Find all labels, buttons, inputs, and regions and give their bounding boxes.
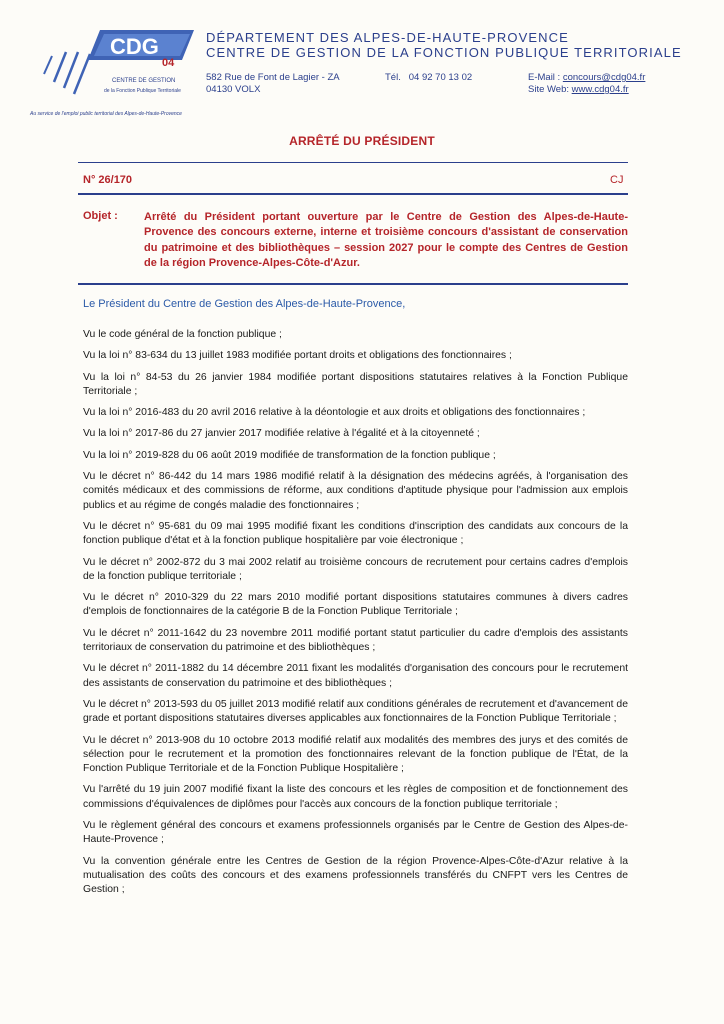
visa-item: Vu l'arrêté du 19 juin 2007 modifié fixant la liste des concours et les règles de composition et de fonctionnement des commissions d'équivalences de diplômes pour l'accès aux concours de la fonction publique territoriale ; — [83, 784, 628, 810]
website-link[interactable]: www.cdg04.fr — [571, 84, 629, 95]
visa-item: Vu la loi n° 84-53 du 26 janvier 1984 modifiée portant dispositions statutaires relatives à la Fonction Publique Territoriale ; — [83, 371, 628, 397]
author-initials: CJ — [610, 174, 624, 186]
object-label: Objet : — [83, 210, 118, 222]
visa-item: Vu le règlement général des concours et examens professionnels organisés par le Centre de Gestion des Alpes-de-Haute-Provence ; — [83, 820, 628, 846]
contact-phone — [385, 72, 472, 83]
logo-tagline: Au service de l'emploi public territorial des Alpes-de-Haute-Provence — [30, 111, 182, 117]
divider — [78, 283, 628, 285]
visa-item: Vu le décret n° 95-681 du 09 mai 1995 modifié fixant les conditions d'inscription des candidats aux concours de la fonction publique d'état et à la fonction publique hospitalière par voie électronique ; — [83, 520, 628, 547]
document-title: ARRÊTÉ DU PRÉSIDENT — [289, 134, 435, 148]
address-city: 04130 VOLX — [206, 84, 261, 95]
svg-text:CENTRE DE GESTION: CENTRE DE GESTION — [112, 78, 176, 84]
contact-website — [528, 84, 629, 95]
website-label: Site Web: — [528, 84, 570, 95]
svg-text:de la Fonction Publique Territ: de la Fonction Publique Territoriale — [104, 88, 181, 94]
email-link[interactable]: concours@cdg04.fr — [562, 72, 646, 83]
svg-text:CDG: CDG — [110, 34, 159, 59]
address-street: 582 Rue de Font de Lagier - ZA — [206, 72, 340, 83]
org-name: CENTRE DE GESTION DE LA FONCTION PUBLIQUE TERRITORIALE — [206, 45, 682, 60]
visa-item: Vu le décret n° 2013-908 du 10 octobre 2013 modifié relatif aux modalités des membres des jurys et des comités de sélection pour le recrutement et la promotion des fonctionnaires relevant de la fonction publique de l'État, de la Fonction Publique Territoriale et de la Fonction Publique Hospitalière ; — [83, 734, 628, 775]
email-label: E-Mail : — [528, 72, 561, 83]
decree-number: N° 26/170 — [83, 174, 133, 186]
contact-email — [528, 72, 645, 83]
cdg04-logo — [42, 22, 202, 122]
visa-item: Vu la loi n° 2017-86 du 27 janvier 2017 modifiée relative à l'égalité et à la citoyenneté ; — [83, 428, 480, 440]
org-department: DÉPARTEMENT DES ALPES-DE-HAUTE-PROVENCE — [206, 30, 569, 45]
divider — [78, 193, 628, 195]
svg-text:04: 04 — [162, 57, 175, 69]
visa-item: Vu le décret n° 2013-593 du 05 juillet 2013 modifié relatif aux conditions générales de recrutement et d'avancement de grade et portant dispositions statutaires diverses applicables aux fonctionnaires de la Fonction Publique Territoriale ; — [83, 698, 628, 725]
visa-item: Vu la convention générale entre les Centres de Gestion de la région Provence-Alpes-Côte-d'Azur relative à la mutualisation des coûts des concours et des examens professionnels transférés du CNFPT vers les Centres de Gestion ; — [83, 855, 628, 896]
visa-item: Vu la loi n° 83-634 du 13 juillet 1983 modifiée portant droits et obligations des fonctionnaires ; — [83, 350, 512, 362]
visas-list — [83, 328, 628, 905]
visa-item: Vu le décret n° 2002-872 du 3 mai 2002 relatif au troisième concours de recrutement pour certains cadres d'emplois de la fonction publique territoriale ; — [83, 556, 628, 582]
visa-item: Vu le décret n° 2011-1642 du 23 novembre 2011 modifié portant statut particulier du cadre d'emplois des assistants territoriaux de conservation du patrimoine et des bibliothèques ; — [83, 627, 628, 654]
visa-item: Vu la loi n° 2019-828 du 06 août 2019 modifiée de transformation de la fonction publique ; — [83, 449, 496, 461]
object-text: Arrêté du Président portant ouverture par le Centre de Gestion des Alpes-de-Haute-Provence des concours externe, interne et troisième concours d'assistant de conservation du patrimoine et des bibliothèques – session 2027 pour le compte des Centres de Gestion de la région Provence-Alpes-Côte-d'Azur. — [144, 211, 628, 269]
president-line: Le Président du Centre de Gestion des Alpes-de-Haute-Provence, — [83, 298, 406, 310]
visa-item: Vu le décret n° 2010-329 du 22 mars 2010 modifié portant dispositions statutaires communes à divers cadres d'emplois de fonctionnaires de la catégorie B de la Fonction Publique Territoriale ; — [83, 592, 628, 618]
visa-item: Vu le code général de la fonction publique ; — [83, 329, 282, 340]
visa-item: Vu le décret n° 86-442 du 14 mars 1986 modifié relatif à la désignation des médecins agréés, à l'organisation des comités médicaux et des commissions de réforme, aux conditions d'aptitude physique pour l'admission aux emplois publics et au régime de congés maladie des fonctionnaires ; — [83, 471, 628, 511]
divider — [78, 162, 628, 163]
phone-label: Tél. — [385, 72, 401, 83]
visa-item: Vu le décret n° 2011-1882 du 14 décembre 2011 fixant les modalités d'organisation des concours pour le recrutement des assistants de conservation du patrimoine et des bibliothèques ; — [83, 663, 628, 689]
visa-item: Vu la loi n° 2016-483 du 20 avril 2016 relative à la déontologie et aux droits et obligations des fonctionnaires ; — [83, 407, 586, 419]
phone-value: 04 92 70 13 02 — [408, 72, 473, 83]
